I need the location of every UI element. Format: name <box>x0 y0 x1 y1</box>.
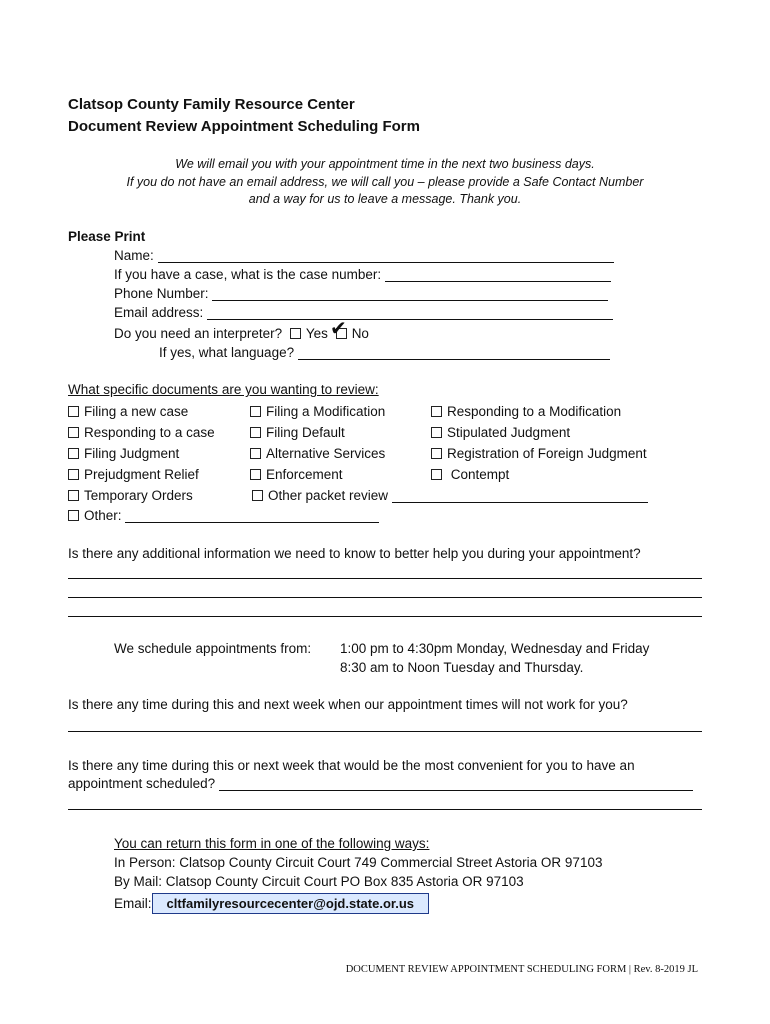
doc-option-label: Other packet review <box>268 488 389 503</box>
additional-info-line[interactable] <box>68 616 702 617</box>
checkbox[interactable] <box>68 510 79 521</box>
name-field[interactable] <box>158 249 614 263</box>
checkbox[interactable] <box>250 427 261 438</box>
not-work-line[interactable] <box>68 731 702 732</box>
interpreter-label: Do you need an interpreter? <box>114 326 283 341</box>
case-number-label: If you have a case, what is the case number: <box>114 267 382 282</box>
phone-label: Phone Number: <box>114 286 209 301</box>
doc-option-label: Temporary Orders <box>84 488 193 503</box>
checkbox[interactable] <box>250 469 261 480</box>
phone-field[interactable] <box>212 287 608 301</box>
doc-option-other-packet[interactable] <box>252 488 648 503</box>
doc-option-label: Filing a Modification <box>266 404 386 419</box>
checkbox[interactable] <box>431 406 442 417</box>
convenient-question: Is there any time during this or next week that would be the most convenient for you to have an <box>68 758 635 773</box>
convenient-field[interactable] <box>219 777 693 791</box>
doc-option-other[interactable] <box>68 508 379 523</box>
doc-option[interactable] <box>68 404 188 419</box>
doc-option[interactable] <box>68 488 193 503</box>
return-in-person: In Person: Clatsop County Circuit Court 749 Commercial Street Astoria OR 97103 <box>114 855 603 870</box>
language-label: If yes, what language? <box>159 345 295 360</box>
convenient-row <box>68 776 693 791</box>
other-field[interactable] <box>125 509 379 523</box>
form-title: Document Review Appointment Scheduling Form <box>68 118 420 135</box>
checkbox[interactable] <box>68 490 79 501</box>
intro-line-2: If you do not have an email address, we will call you – please provide a Safe Contact Number <box>126 175 644 189</box>
doc-option-label: Responding to a case <box>84 425 215 440</box>
checkbox[interactable] <box>68 406 79 417</box>
doc-option-label: Other: <box>84 508 122 523</box>
checkbox[interactable] <box>68 427 79 438</box>
case-number-field[interactable] <box>385 268 611 282</box>
doc-option-label: Filing Judgment <box>84 446 180 461</box>
doc-option[interactable] <box>68 425 215 440</box>
phone-row <box>114 286 608 301</box>
schedule-label: We schedule appointments from: <box>114 641 312 656</box>
schedule-line-1: 1:00 pm to 4:30pm Monday, Wednesday and Friday <box>340 641 650 656</box>
additional-info-line[interactable] <box>68 597 702 598</box>
language-row <box>159 345 610 360</box>
doc-option-label: Enforcement <box>266 467 343 482</box>
doc-option[interactable] <box>431 446 647 461</box>
email-label: Email address: <box>114 305 204 320</box>
checkbox[interactable] <box>250 406 261 417</box>
doc-option-label: Alternative Services <box>266 446 386 461</box>
doc-option[interactable] <box>250 425 345 440</box>
convenient-question-cont: appointment scheduled? <box>68 776 216 791</box>
doc-option-label: Filing a new case <box>84 404 189 419</box>
documents-heading: What specific documents are you wanting to review: <box>68 382 379 397</box>
check-mark-icon: ✔ <box>330 318 347 340</box>
doc-option[interactable] <box>431 425 570 440</box>
case-number-row <box>114 267 611 282</box>
checkbox[interactable] <box>431 427 442 438</box>
intro-line-3: and a way for us to leave a message. Thank you. <box>248 192 522 206</box>
checkbox[interactable] <box>68 469 79 480</box>
convenient-line[interactable] <box>68 809 702 810</box>
other-packet-field[interactable] <box>392 489 648 503</box>
doc-option-label: Contempt <box>450 467 510 482</box>
additional-info-question: Is there any additional information we need to know to better help you during your appointment? <box>68 546 641 561</box>
additional-info-line[interactable] <box>68 578 702 579</box>
return-heading: You can return this form in one of the following ways: <box>114 836 430 851</box>
return-by-mail: By Mail: Clatsop County Circuit Court PO Box 835 Astoria OR 97103 <box>114 874 524 889</box>
doc-option-label: Stipulated Judgment <box>447 425 571 440</box>
language-field[interactable] <box>298 346 610 360</box>
checkbox[interactable] <box>431 448 442 459</box>
doc-option[interactable] <box>68 467 199 482</box>
doc-option-label: Responding to a Modification <box>447 404 622 419</box>
return-email-row <box>114 893 429 914</box>
checkbox[interactable] <box>431 469 442 480</box>
interpreter-yes-checkbox[interactable] <box>290 328 301 339</box>
doc-option[interactable] <box>431 404 621 419</box>
not-work-question: Is there any time during this and next week when our appointment times will not work for you? <box>68 697 628 712</box>
email-field[interactable] <box>207 306 613 320</box>
form-title-org: Clatsop County Family Resource Center <box>68 96 355 113</box>
checkbox[interactable] <box>252 490 263 501</box>
return-email-label: Email: <box>114 896 152 911</box>
doc-option[interactable] <box>250 467 343 482</box>
doc-option[interactable] <box>250 404 385 419</box>
doc-option[interactable] <box>431 467 509 482</box>
please-print-heading: Please Print <box>68 229 146 244</box>
checkbox[interactable] <box>68 448 79 459</box>
interpreter-yes-label: Yes <box>305 326 328 341</box>
email-row <box>114 305 613 320</box>
checkbox[interactable] <box>250 448 261 459</box>
doc-option[interactable] <box>250 446 385 461</box>
name-label: Name: <box>114 248 154 263</box>
doc-option-label: Filing Default <box>266 425 345 440</box>
doc-option[interactable] <box>68 446 179 461</box>
schedule-line-2: 8:30 am to Noon Tuesday and Thursday. <box>340 660 584 675</box>
name-row <box>114 248 614 263</box>
intro-line-1: We will email you with your appointment time in the next two business days. <box>175 157 595 171</box>
interpreter-no-label: No <box>351 326 369 341</box>
doc-option-label: Registration of Foreign Judgment <box>447 446 647 461</box>
footer-text: DOCUMENT REVIEW APPOINTMENT SCHEDULING FORM | Rev. 8-2019 JL <box>345 964 698 975</box>
doc-option-label: Prejudgment Relief <box>84 467 199 482</box>
return-email-link[interactable]: cltfamilyresourcecenter@ojd.state.or.us <box>152 893 430 914</box>
